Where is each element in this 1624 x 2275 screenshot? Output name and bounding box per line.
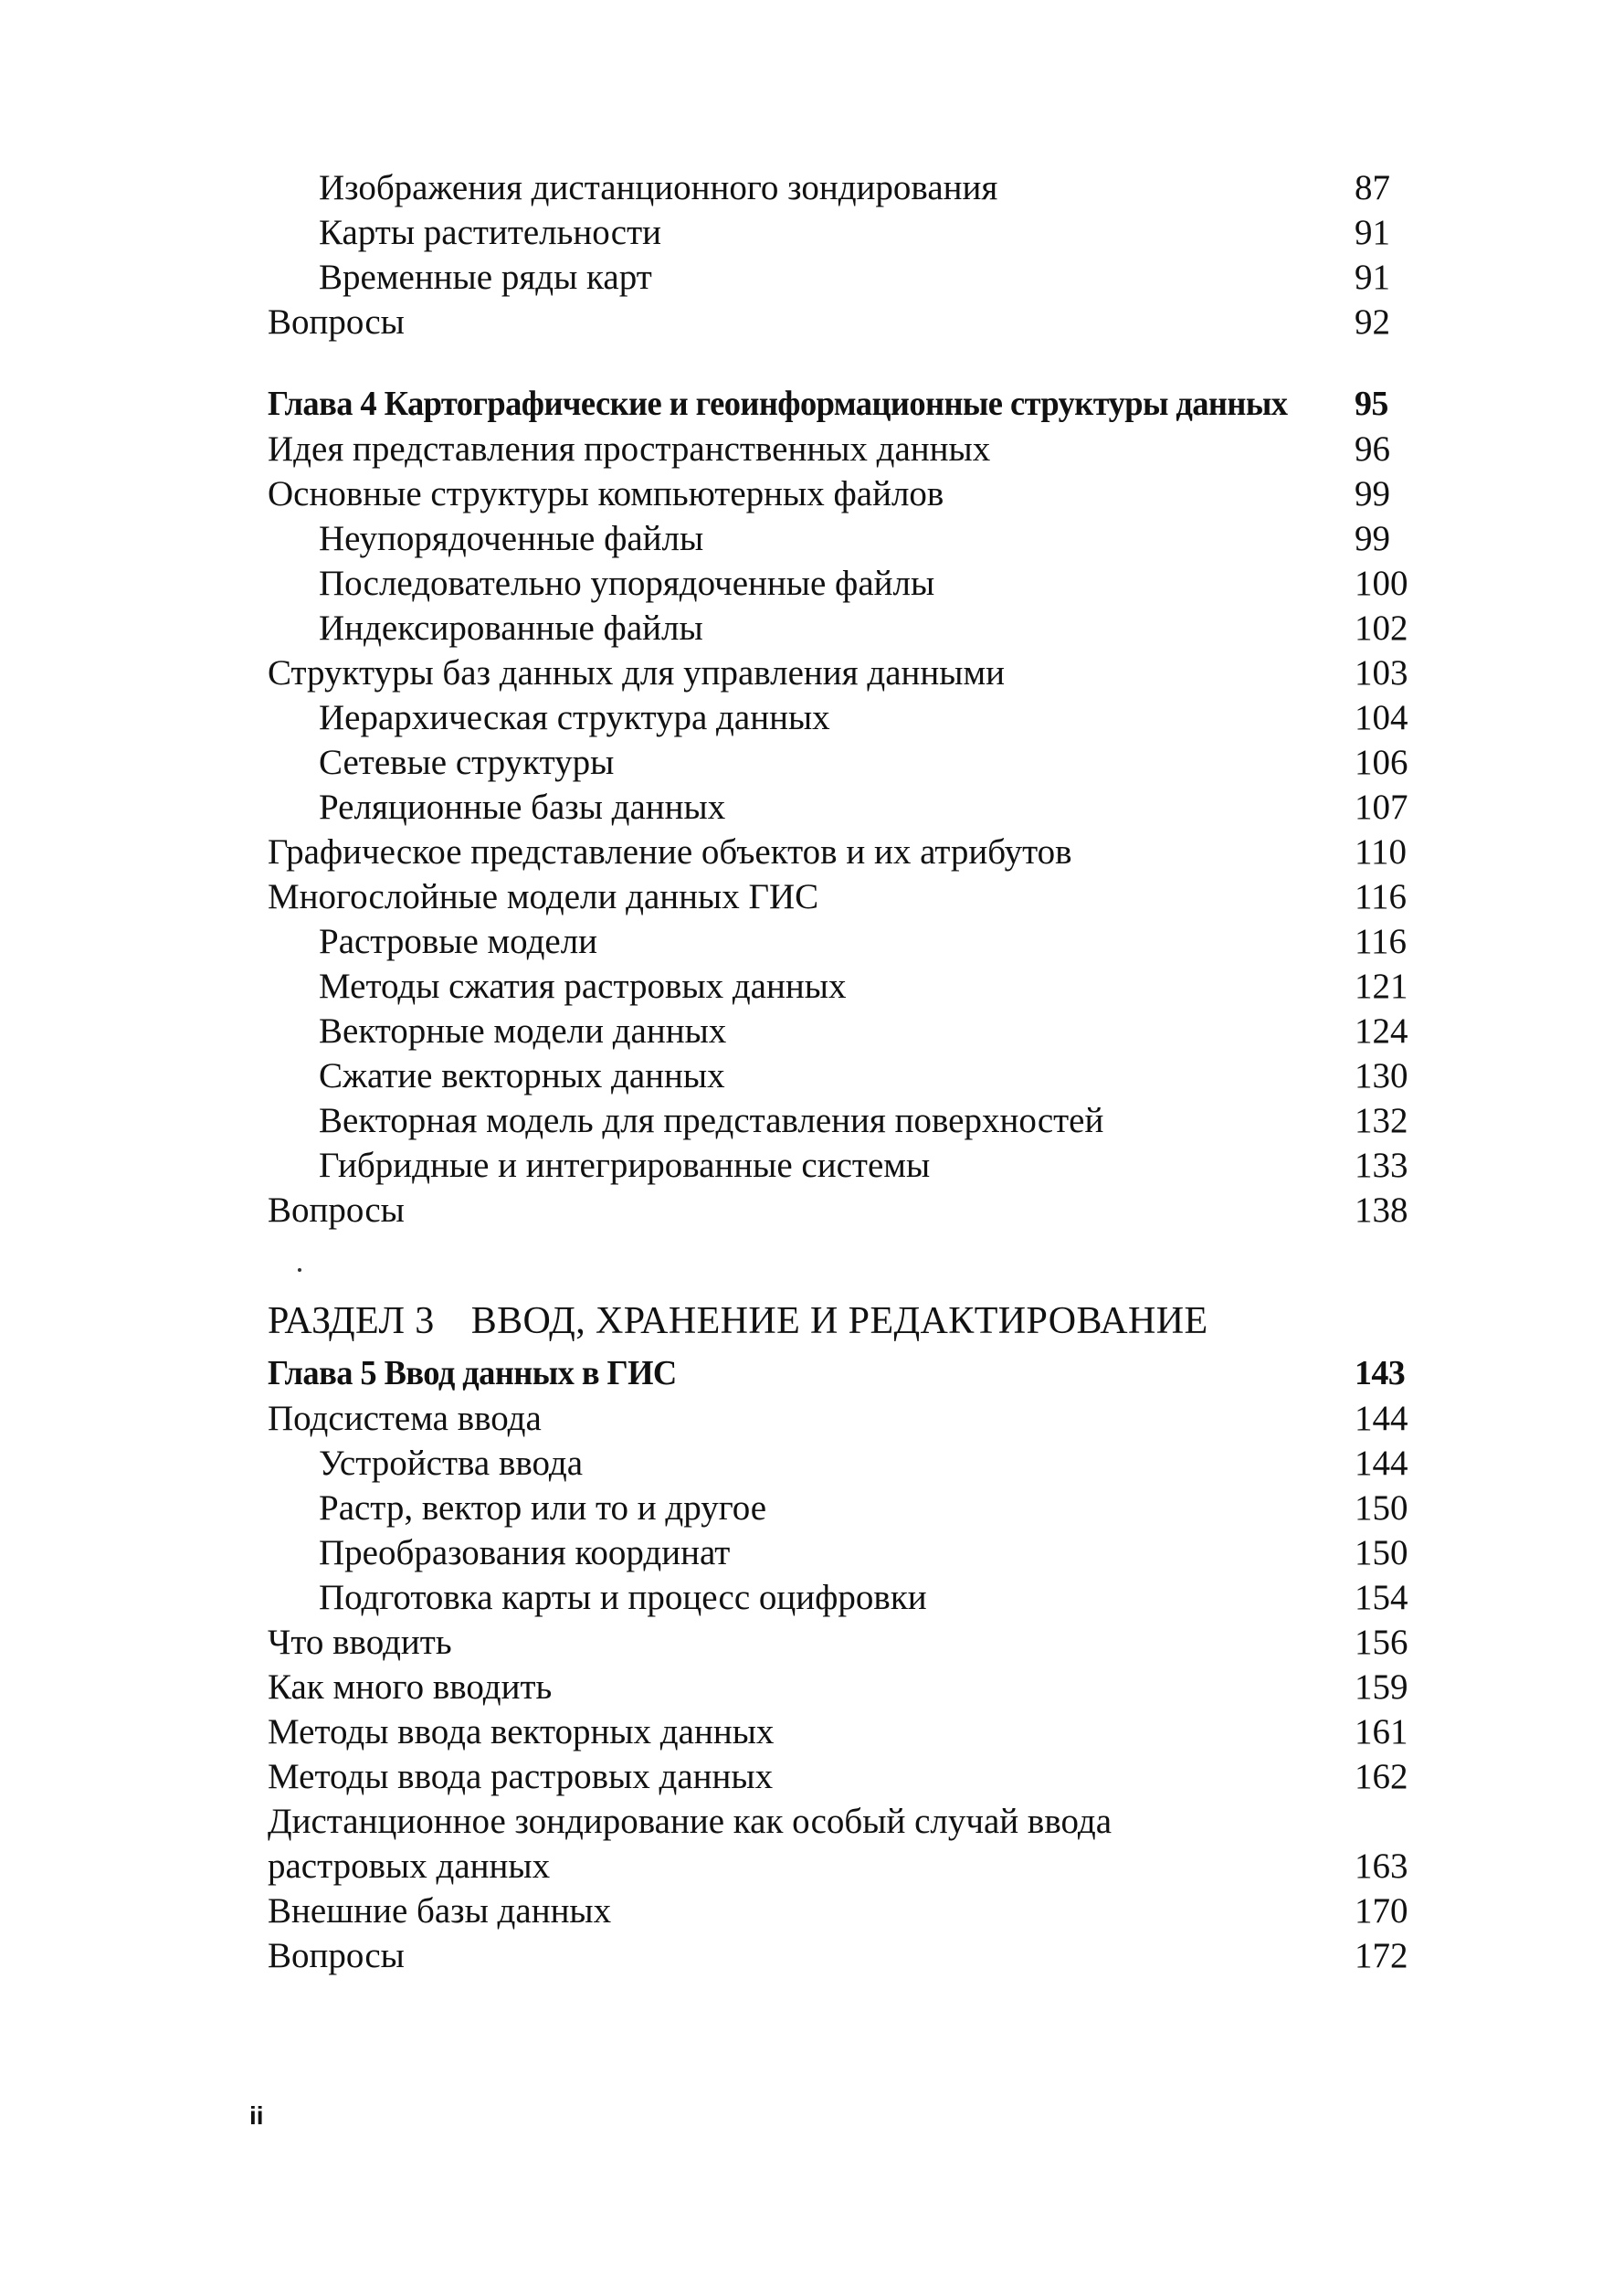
toc-entry-page: 116: [1355, 922, 1408, 961]
toc-entry-page: 91: [1355, 213, 1390, 252]
toc-entry: [268, 1889, 1420, 1933]
toc-entry: [268, 830, 1420, 874]
toc-entry-page: 156: [1355, 1623, 1408, 1662]
toc-entry-title: Вопросы: [268, 1190, 405, 1230]
toc-entry: [268, 1053, 1420, 1098]
toc-entry: [268, 919, 1420, 964]
toc-entry: [268, 516, 1420, 561]
toc-entry: [268, 210, 1420, 255]
toc-entry-page: 150: [1355, 1533, 1408, 1572]
toc-entry: [268, 1665, 1420, 1709]
toc-entry: [268, 1844, 1420, 1889]
toc-entry-page: 103: [1355, 653, 1408, 693]
toc-entry-title: Методы ввода растровых данных: [268, 1757, 774, 1796]
toc-entry: [268, 165, 1420, 210]
toc-entry: [268, 695, 1420, 740]
toc-entry-page: 133: [1355, 1146, 1408, 1185]
toc-entry: [268, 1530, 1420, 1575]
toc-entry: [268, 1441, 1420, 1486]
toc-entry-wrapped-line: [268, 1799, 1420, 1844]
toc-entry-page: 161: [1355, 1712, 1408, 1751]
toc-entry-page: 87: [1355, 168, 1390, 207]
chapter-page: 95: [1355, 385, 1388, 423]
toc-block-chapter4: [268, 382, 1420, 1233]
toc-block-chapter5: [268, 1351, 1420, 1978]
toc-entry: [268, 874, 1420, 919]
toc-entry: [268, 1009, 1420, 1053]
stray-mark: [298, 1268, 301, 1272]
toc-entry-title: Растровые модели: [319, 922, 598, 961]
toc-entry-title: Индексированные файлы: [319, 608, 703, 648]
toc-entry-title: Структуры баз данных для управления данными: [268, 653, 1006, 693]
toc-entry: [268, 1620, 1420, 1665]
toc-entry-page: 96: [1355, 429, 1390, 469]
toc-entry-title: Неупорядоченные файлы: [319, 519, 704, 558]
toc-entry-page: 130: [1355, 1056, 1408, 1095]
toc-entry-title: Вопросы: [268, 302, 405, 342]
toc-entry-page: 150: [1355, 1488, 1408, 1528]
toc-entry-page: 110: [1355, 832, 1408, 872]
toc-entry-title: Векторные модели данных: [319, 1011, 727, 1051]
toc-entry: [268, 1098, 1420, 1143]
toc-entry-page: 107: [1355, 788, 1408, 827]
toc-entry-page: 162: [1355, 1757, 1408, 1796]
toc-entry-page: 144: [1355, 1399, 1408, 1438]
toc-entry-page: 144: [1355, 1444, 1408, 1483]
toc-entry-title: Дистанционное зондирование как особый случай ввода: [268, 1802, 1113, 1841]
toc-entry-title: Многослойные модели данных ГИС: [268, 877, 819, 916]
toc-entry-title: Временные ряды карт: [319, 258, 652, 297]
toc-entry-page: 138: [1355, 1190, 1408, 1230]
section-title: ВВОД, ХРАНЕНИЕ И РЕДАКТИРОВАНИЕ: [470, 1300, 1208, 1342]
toc-entry: [268, 1754, 1420, 1799]
page-number: ii: [249, 2101, 264, 2130]
toc-entry-page: 116: [1355, 877, 1408, 916]
toc-entry-title: Последовательно упорядоченные файлы: [319, 564, 935, 603]
toc-entry-page: 121: [1355, 967, 1408, 1006]
toc-entry: [268, 740, 1420, 785]
toc-entry: [268, 1933, 1420, 1978]
chapter-title: Глава 5 Ввод данных в ГИС: [268, 1354, 677, 1392]
chapter-heading: [268, 1351, 1420, 1396]
toc-entry: [268, 300, 1420, 344]
toc-entry-title: Как много вводить: [268, 1667, 553, 1707]
toc-entry: [268, 1143, 1420, 1188]
toc-entry-page: 124: [1355, 1011, 1408, 1051]
toc-entry: [268, 651, 1420, 695]
toc-entry: [268, 1575, 1420, 1620]
toc-entry: [268, 964, 1420, 1009]
toc-entry-title: Изображения дистанционного зондирования: [319, 168, 998, 207]
section-heading: [268, 1296, 1208, 1347]
chapter-title: Глава 4 Картографические и геоинформационные структуры данных: [268, 385, 1288, 423]
toc-entry-page: 159: [1355, 1667, 1408, 1707]
toc-entry-page: 154: [1355, 1578, 1408, 1617]
toc-entry-title: Гибридные и интегрированные системы: [319, 1146, 931, 1185]
toc-entry-page: 99: [1355, 474, 1390, 513]
toc-entry-title: Сетевые структуры: [319, 743, 615, 782]
toc-entry-title: Идея представления пространственных данных: [268, 429, 991, 469]
toc-entry-page: 102: [1355, 608, 1408, 648]
toc-entry-title: Подготовка карты и процесс оцифровки: [319, 1578, 927, 1617]
toc-entry-title: Устройства ввода: [319, 1444, 584, 1483]
toc-entry: [268, 606, 1420, 651]
toc-entry-title: Внешние базы данных: [268, 1891, 612, 1931]
toc-entry-title: Методы сжатия растровых данных: [319, 967, 847, 1006]
toc-block-chapter3-tail: [268, 165, 1420, 344]
toc-entry-title: Основные структуры компьютерных файлов: [268, 474, 944, 513]
toc-entry-title: Методы ввода векторных данных: [268, 1712, 775, 1751]
toc-entry-title: растровых данных: [268, 1846, 551, 1886]
toc-entry: [268, 785, 1420, 830]
toc-entry-title: Графическое представление объектов и их атрибутов: [268, 832, 1072, 872]
toc-entry-page: 170: [1355, 1891, 1408, 1931]
toc-entry-title: Карты растительности: [319, 213, 661, 252]
toc-entry-title: Преобразования координат: [319, 1533, 731, 1572]
toc-entry: [268, 471, 1420, 516]
toc-entry-title: Сжатие векторных данных: [319, 1056, 725, 1095]
toc-entry-page: 100: [1355, 564, 1408, 603]
chapter-page: 143: [1355, 1354, 1406, 1392]
toc-entry-title: Реляционные базы данных: [319, 788, 726, 827]
toc-entry-title: Что вводить: [268, 1623, 452, 1662]
toc-entry-page: 92: [1355, 302, 1390, 342]
toc-entry: [268, 1486, 1420, 1530]
toc-entry: [268, 1188, 1420, 1233]
toc-entry-page: 132: [1355, 1101, 1408, 1140]
toc-entry: [268, 255, 1420, 300]
toc-entry-page: 104: [1355, 698, 1408, 737]
toc-entry-title: Вопросы: [268, 1936, 405, 1975]
section-number: РАЗДЕЛ 3: [268, 1300, 435, 1342]
toc-entry: [268, 427, 1420, 471]
toc-entry-title: Растр, вектор или то и другое: [319, 1488, 767, 1528]
toc-entry-page: 91: [1355, 258, 1390, 297]
toc-entry: [268, 1396, 1420, 1441]
toc-entry: [268, 1709, 1420, 1754]
toc-entry-page: 106: [1355, 743, 1408, 782]
toc-entry-title: Подсистема ввода: [268, 1399, 542, 1438]
toc-entry-page: 172: [1355, 1936, 1408, 1975]
toc-entry-title: Иерархическая структура данных: [319, 698, 830, 737]
toc-entry-page: 163: [1355, 1846, 1408, 1886]
toc-entry-page: 99: [1355, 519, 1390, 558]
toc-entry-title: Векторная модель для представления поверхностей: [319, 1101, 1104, 1140]
toc-entry: [268, 561, 1420, 606]
chapter-heading: [268, 382, 1420, 427]
